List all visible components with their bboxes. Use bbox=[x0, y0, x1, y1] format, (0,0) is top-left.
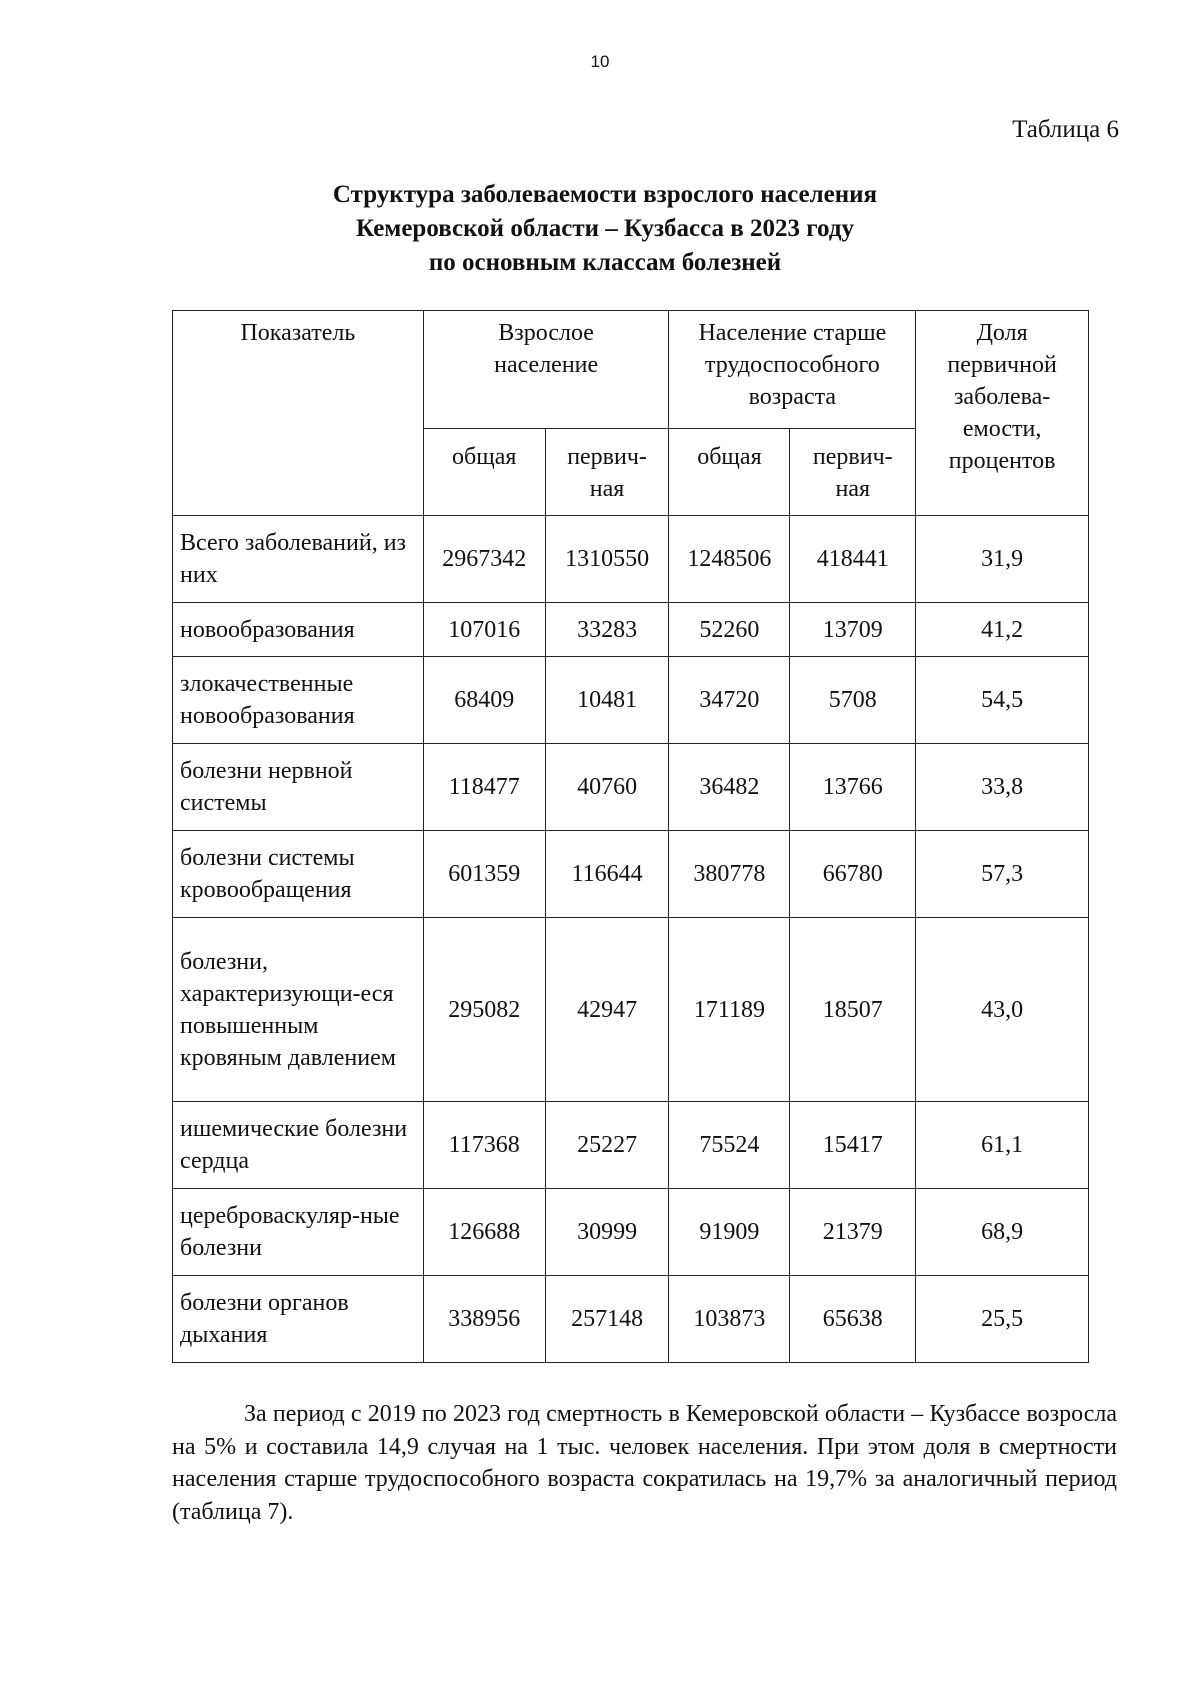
cell-adult-primary: 25227 bbox=[545, 1102, 669, 1189]
cell-primary-share: 25,5 bbox=[916, 1276, 1089, 1363]
cell-elderly-primary: 13766 bbox=[790, 744, 916, 831]
cell-elderly-primary: 66780 bbox=[790, 831, 916, 918]
row-label: цереброваскуляр-ные болезни bbox=[173, 1189, 424, 1276]
header-adult-population bbox=[423, 311, 669, 429]
table-row bbox=[173, 744, 1089, 831]
morbidity-table bbox=[172, 310, 1089, 1363]
cell-adult-total: 295082 bbox=[423, 918, 545, 1102]
cell-elderly-total: 171189 bbox=[669, 918, 790, 1102]
cell-primary-share: 57,3 bbox=[916, 831, 1089, 918]
table-title-line-1: Структура заболеваемости взрослого населения bbox=[332, 181, 878, 208]
row-label: болезни, характеризующи-еся повышенным кровяным давлением bbox=[173, 918, 424, 1102]
cell-elderly-total: 36482 bbox=[669, 744, 790, 831]
cell-adult-total: 126688 bbox=[423, 1189, 545, 1276]
cell-elderly-primary: 13709 bbox=[790, 603, 916, 657]
cell-adult-total: 68409 bbox=[423, 657, 545, 744]
cell-elderly-total: 52260 bbox=[669, 603, 790, 657]
cell-adult-primary: 40760 bbox=[545, 744, 669, 831]
cell-adult-primary: 33283 bbox=[545, 603, 669, 657]
row-label: болезни органов дыхания bbox=[173, 1276, 424, 1363]
cell-elderly-primary: 65638 bbox=[790, 1276, 916, 1363]
cell-adult-primary: 1310550 bbox=[545, 516, 669, 603]
body-paragraph bbox=[172, 1398, 1117, 1528]
table-row bbox=[173, 1102, 1089, 1189]
subheader-adult-general-text: общая bbox=[452, 444, 517, 470]
cell-adult-total: 118477 bbox=[423, 744, 545, 831]
header-share-line-3: заболева- bbox=[953, 384, 1051, 410]
header-share-line-4: емости, bbox=[962, 416, 1042, 442]
cell-elderly-total: 103873 bbox=[669, 1276, 790, 1363]
header-adult-line-1: Взрослое bbox=[498, 320, 594, 346]
subheader-elderly-primary-line-2: ная bbox=[835, 476, 871, 502]
subheader-elderly-general-text: общая bbox=[697, 444, 762, 470]
table-row bbox=[173, 918, 1089, 1102]
cell-elderly-primary: 18507 bbox=[790, 918, 916, 1102]
cell-adult-total: 117368 bbox=[423, 1102, 545, 1189]
cell-elderly-primary: 5708 bbox=[790, 657, 916, 744]
cell-adult-total: 601359 bbox=[423, 831, 545, 918]
page-number: 10 bbox=[590, 52, 610, 71]
table-row bbox=[173, 1189, 1089, 1276]
table-row bbox=[173, 657, 1089, 744]
cell-elderly-total: 75524 bbox=[669, 1102, 790, 1189]
row-label: болезни системы кровообращения bbox=[173, 831, 424, 918]
cell-adult-total: 2967342 bbox=[423, 516, 545, 603]
cell-elderly-primary: 418441 bbox=[790, 516, 916, 603]
cell-adult-primary: 10481 bbox=[545, 657, 669, 744]
cell-primary-share: 54,5 bbox=[916, 657, 1089, 744]
header-share-line-1: Доля bbox=[976, 320, 1028, 346]
cell-elderly-total: 34720 bbox=[669, 657, 790, 744]
row-label: злокачественные новообразования bbox=[173, 657, 424, 744]
header-elderly-line-1: Население старше bbox=[698, 320, 887, 346]
subheader-elderly-general bbox=[669, 429, 790, 516]
header-indicator-text: Показатель bbox=[240, 320, 356, 346]
cell-elderly-primary: 21379 bbox=[790, 1189, 916, 1276]
cell-elderly-primary: 15417 bbox=[790, 1102, 916, 1189]
cell-primary-share: 31,9 bbox=[916, 516, 1089, 603]
cell-primary-share: 33,8 bbox=[916, 744, 1089, 831]
cell-elderly-total: 91909 bbox=[669, 1189, 790, 1276]
table-row bbox=[173, 516, 1089, 603]
header-primary-share bbox=[916, 311, 1089, 516]
subheader-elderly-primary-line-1: первич- bbox=[812, 444, 893, 470]
table-title-line-2: Кемеровской области – Кузбасса в 2023 году bbox=[356, 215, 854, 242]
subheader-adult-primary bbox=[545, 429, 669, 516]
subheader-adult-general bbox=[423, 429, 545, 516]
header-share-line-2: первичной bbox=[947, 352, 1057, 378]
cell-adult-total: 107016 bbox=[423, 603, 545, 657]
cell-primary-share: 43,0 bbox=[916, 918, 1089, 1102]
cell-adult-primary: 30999 bbox=[545, 1189, 669, 1276]
header-indicator bbox=[173, 311, 424, 516]
header-elderly-line-3: возраста bbox=[748, 384, 837, 410]
table-row bbox=[173, 1276, 1089, 1363]
table-label: Таблица 6 bbox=[1012, 116, 1119, 143]
cell-elderly-total: 380778 bbox=[669, 831, 790, 918]
cell-adult-primary: 42947 bbox=[545, 918, 669, 1102]
cell-elderly-total: 1248506 bbox=[669, 516, 790, 603]
row-label: болезни нервной системы bbox=[173, 744, 424, 831]
subheader-adult-primary-line-2: ная bbox=[589, 476, 625, 502]
table-row bbox=[173, 831, 1089, 918]
header-adult-line-2: население bbox=[494, 352, 599, 378]
cell-primary-share: 68,9 bbox=[916, 1189, 1089, 1276]
header-elderly-population bbox=[669, 311, 916, 429]
row-label: ишемические болезни сердца bbox=[173, 1102, 424, 1189]
cell-primary-share: 61,1 bbox=[916, 1102, 1089, 1189]
subheader-adult-primary-line-1: первич- bbox=[567, 444, 647, 470]
table-title bbox=[160, 178, 1050, 280]
cell-adult-total: 338956 bbox=[423, 1276, 545, 1363]
row-label: Всего заболеваний, из них bbox=[173, 516, 424, 603]
body-paragraph-text: За период с 2019 по 2023 год смертность в Кемеровской области – Кузбассе возросла на 5% и составила 14,9 случая на 1 тыс. человек населения. При этом доля в смертности населения старше трудоспособного возраста сократилась на 19,7% за аналогичный период (таблица 7). bbox=[172, 1401, 1117, 1525]
header-elderly-line-2: трудоспособного bbox=[704, 352, 880, 378]
row-label: новообразования bbox=[173, 603, 424, 657]
table-title-line-3: по основным классам болезней bbox=[428, 249, 782, 276]
cell-primary-share: 41,2 bbox=[916, 603, 1089, 657]
subheader-elderly-primary bbox=[790, 429, 916, 516]
cell-adult-primary: 116644 bbox=[545, 831, 669, 918]
header-share-line-5: процентов bbox=[948, 448, 1056, 474]
table-row bbox=[173, 603, 1089, 657]
cell-adult-primary: 257148 bbox=[545, 1276, 669, 1363]
